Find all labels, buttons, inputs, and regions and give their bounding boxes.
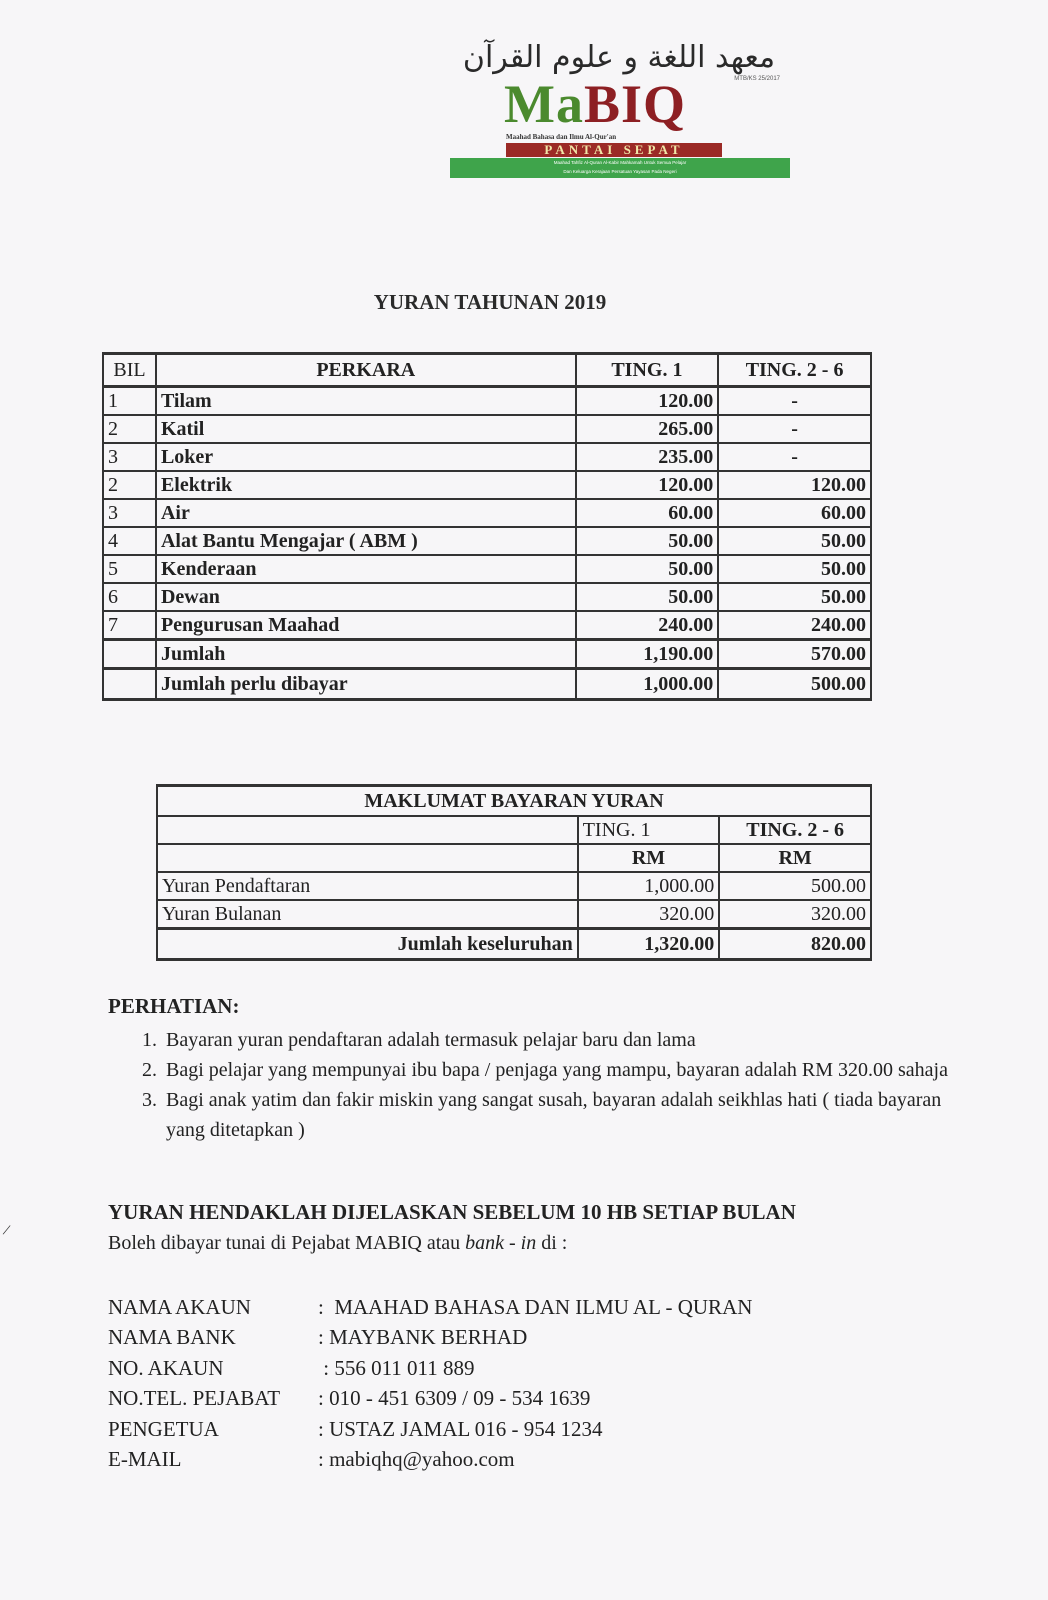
payment-info-unit-row — [157, 844, 871, 872]
payment-method-prefix: Boleh dibayar tunai di Pejabat MABIQ atau — [108, 1232, 466, 1254]
fee-row — [103, 583, 871, 611]
fee-row-ting-1: 50.00 — [576, 555, 719, 583]
fee-row — [103, 471, 871, 499]
fee-row-item: Loker — [156, 443, 576, 471]
payment-total-row — [157, 929, 871, 960]
fee-row-item: Air — [156, 499, 576, 527]
fee-row-ting-2-6: 120.00 — [718, 471, 871, 499]
fee-table-header — [103, 354, 871, 387]
fee-row-ting-1: 120.00 — [576, 471, 719, 499]
payment-total-ting-1: 1,320.00 — [578, 929, 720, 960]
fee-total-ting-1: 1,190.00 — [576, 640, 719, 669]
payment-info-table — [156, 784, 872, 961]
fee-row — [103, 527, 871, 555]
fee-row-ting-2-6: - — [718, 415, 871, 443]
logo-tagline-line-2: Dan Keluarga Kerajaan Persatuan Yayasan Pada Negeri — [563, 169, 677, 174]
logo-brand — [504, 74, 686, 134]
fee-row-bil: 3 — [103, 499, 156, 527]
fee-row-item: Pengurusan Maahad — [156, 611, 576, 640]
logo-brand-ma: Ma — [504, 74, 584, 134]
fee-row-item: Tilam — [156, 387, 576, 416]
logo-registration: MTB/KS 25/2017 — [734, 76, 780, 82]
detail-row-account-no — [108, 1353, 968, 1384]
fee-payable-ting-2-6: 500.00 — [718, 669, 871, 700]
header-perkara: PERKARA — [156, 354, 576, 387]
fee-payable-ting-1: 1,000.00 — [576, 669, 719, 700]
header-bil: BIL — [103, 354, 156, 387]
header-ting-2-6: TING. 2 - 6 — [718, 354, 871, 387]
logo-brand-biq: BIQ — [583, 74, 687, 134]
fee-payable-label: Jumlah perlu dibayar — [156, 669, 576, 700]
notice-list — [108, 1025, 968, 1145]
detail-key: NAMA AKAUN — [108, 1294, 251, 1319]
fee-row-item: Katil — [156, 415, 576, 443]
logo-tagline — [450, 158, 790, 178]
detail-key: NO. AKAUN — [108, 1355, 224, 1380]
logo-arabic-text: معهد اللغة و علوم القرآن — [462, 40, 776, 75]
fee-row-item: Alat Bantu Mengajar ( ABM ) — [156, 527, 576, 555]
payment-deadline: YURAN HENDAKLAH DIJELASKAN SEBELUM 10 HB SETIAP BULAN — [108, 1200, 796, 1224]
payment-col-ting-2-6: TING. 2 - 6 — [719, 816, 871, 844]
fee-row-item: Kenderaan — [156, 555, 576, 583]
fee-row-ting-1: 50.00 — [576, 583, 719, 611]
fee-row-bil: 2 — [103, 415, 156, 443]
logo-place: PANTAI SEPAT — [506, 143, 722, 157]
notice-item: 1. Bayaran yuran pendaftaran adalah termasuk pelajar baru dan lama — [162, 1025, 968, 1055]
notice-section — [108, 994, 968, 1145]
fee-row-bil: 1 — [103, 387, 156, 416]
payment-col-ting-1: TING. 1 — [578, 816, 720, 844]
annual-fee-table — [102, 352, 872, 701]
payment-method — [108, 1232, 567, 1255]
fee-row — [103, 415, 871, 443]
logo-tagline-line-1: Maahad Tahfiz Al-Quran Al-Kabir Mahkamah Untuk Semua Pelajar — [553, 160, 687, 165]
payment-info-title: MAKLUMAT BAYARAN YURAN — [157, 786, 871, 817]
payment-info-blank — [157, 816, 578, 844]
payment-total-label: Jumlah keseluruhan — [157, 929, 578, 960]
fee-row-bil: 7 — [103, 611, 156, 640]
fee-row-ting-1: 60.00 — [576, 499, 719, 527]
payment-row — [157, 872, 871, 900]
payment-row-label: Yuran Pendaftaran — [157, 872, 578, 900]
mabiq-logo — [448, 36, 792, 176]
fee-row-bil: 5 — [103, 555, 156, 583]
payment-info-title-row — [157, 786, 871, 817]
detail-row-office-phone — [108, 1384, 968, 1415]
payment-method-bank-in: bank - in — [465, 1232, 537, 1254]
detail-value: : 010 - 451 6309 / 09 - 534 1639 — [318, 1386, 591, 1411]
payment-method-suffix: di : — [536, 1232, 568, 1254]
detail-value[interactable]: : mabiqhq@yahoo.com — [318, 1447, 515, 1472]
fee-row — [103, 443, 871, 471]
fee-row-bil: 3 — [103, 443, 156, 471]
pen-mark: / — [1, 1221, 12, 1240]
payment-row-ting-2-6: 500.00 — [719, 872, 871, 900]
notice-item: 2. Bagi pelajar yang mempunyai ibu bapa / penjaga yang mampu, bayaran adalah RM 320.00 sahaja — [162, 1055, 968, 1085]
fee-row-bil: 6 — [103, 583, 156, 611]
payment-unit-blank — [157, 844, 578, 872]
fee-row — [103, 611, 871, 640]
payment-row-ting-2-6: 320.00 — [719, 900, 871, 929]
payment-row-label: Yuran Bulanan — [157, 900, 578, 929]
notice-item: 3. Bagi anak yatim dan fakir miskin yang sangat susah, bayaran adalah seikhlas hati ( tiada bayaran yang ditetapkan ) — [162, 1085, 968, 1145]
payment-row-ting-1: 320.00 — [578, 900, 720, 929]
fee-row-ting-1: 265.00 — [576, 415, 719, 443]
detail-value: : 556 011 011 889 — [318, 1355, 475, 1380]
header-ting-1: TING. 1 — [576, 354, 719, 387]
detail-value: : MAYBANK BERHAD — [318, 1325, 528, 1350]
notice-heading: PERHATIAN: — [108, 994, 240, 1018]
payment-row — [157, 900, 871, 929]
fee-row-ting-1: 120.00 — [576, 387, 719, 416]
payment-unit-ting-1: RM — [578, 844, 720, 872]
detail-key: PENGETUA — [108, 1416, 219, 1441]
fee-row-ting-2-6: 50.00 — [718, 527, 871, 555]
detail-key: E-MAIL — [108, 1447, 182, 1472]
detail-row-bank-name — [108, 1323, 968, 1354]
account-details — [108, 1292, 968, 1475]
fee-row-bil: 4 — [103, 527, 156, 555]
fee-row-ting-2-6: 50.00 — [718, 555, 871, 583]
fee-row — [103, 499, 871, 527]
fee-row-item: Elektrik — [156, 471, 576, 499]
detail-key: NAMA BANK — [108, 1325, 236, 1350]
fee-row-bil: 2 — [103, 471, 156, 499]
fee-total-ting-2-6: 570.00 — [718, 640, 871, 669]
fee-total-row — [103, 640, 871, 669]
payment-info-col-header — [157, 816, 871, 844]
fee-payable-row — [103, 669, 871, 700]
detail-value: : USTAZ JAMAL 016 - 954 1234 — [318, 1416, 603, 1441]
fee-row-ting-2-6: 60.00 — [718, 499, 871, 527]
detail-row-principal — [108, 1414, 968, 1445]
detail-value: : MAAHAD BAHASA DAN ILMU AL - QURAN — [318, 1294, 753, 1319]
fee-row-ting-2-6: 50.00 — [718, 583, 871, 611]
page-title: YURAN TAHUNAN 2019 — [373, 290, 607, 314]
payment-total-ting-2-6: 820.00 — [719, 929, 871, 960]
fee-row-ting-2-6: 240.00 — [718, 611, 871, 640]
fee-row — [103, 387, 871, 416]
detail-row-account-name — [108, 1292, 968, 1323]
fee-total-bil — [103, 640, 156, 669]
fee-row-ting-1: 235.00 — [576, 443, 719, 471]
fee-payable-bil — [103, 669, 156, 700]
payment-row-ting-1: 1,000.00 — [578, 872, 720, 900]
fee-row-item: Dewan — [156, 583, 576, 611]
logo-subname: Maahad Bahasa dan Ilmu Al-Qur'an — [506, 133, 617, 141]
detail-key: NO.TEL. PEJABAT — [108, 1386, 281, 1411]
fee-row-ting-2-6: - — [718, 443, 871, 471]
fee-row — [103, 555, 871, 583]
fee-total-label: Jumlah — [156, 640, 576, 669]
fee-row-ting-2-6: - — [718, 387, 871, 416]
fee-row-ting-1: 240.00 — [576, 611, 719, 640]
fee-row-ting-1: 50.00 — [576, 527, 719, 555]
payment-unit-ting-2-6: RM — [719, 844, 871, 872]
detail-row-email — [108, 1445, 968, 1476]
